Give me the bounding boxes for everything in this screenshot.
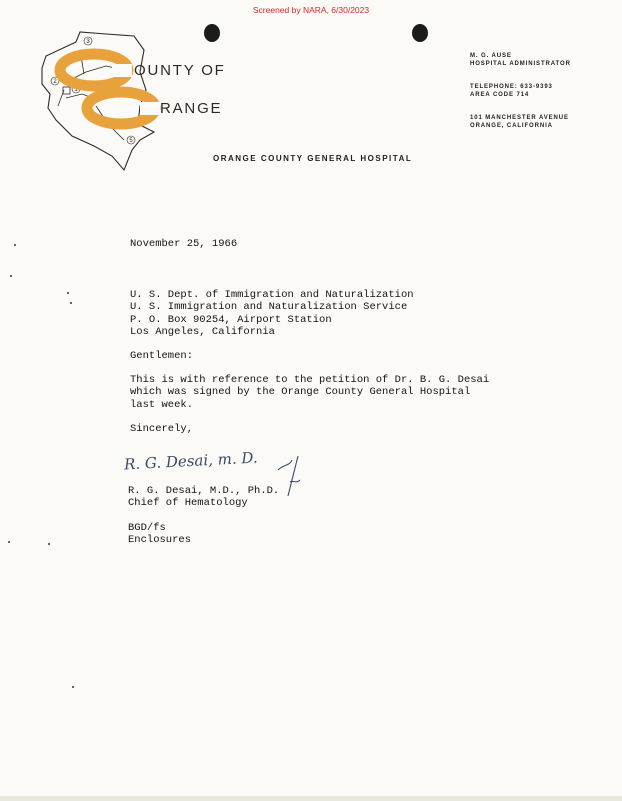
recipient-line: U. S. Dept. of Immigration and Naturalization [130,289,414,301]
district-label-4: 4 [105,82,109,89]
district-label-3: 3 [86,39,90,46]
handwritten-signature: R. G. Desai, m. D. [123,448,259,474]
signer-name: R. G. Desai, M.D., Ph.D. [128,485,280,497]
administrator-title: HOSPITAL ADMINISTRATOR [470,61,571,67]
orange-c-letter-bottom [87,92,160,124]
scan-speck [8,541,10,543]
body-line: which was signed by the Orange County General Hospital [130,386,471,399]
punch-hole-right [412,24,428,42]
county-map-logo [36,28,266,174]
signer-title: Chief of Hematology [128,497,248,510]
scan-speck [67,292,69,294]
district-label-1: 1 [74,87,78,94]
scan-speck [72,686,74,688]
scan-speck [70,302,72,304]
salutation: Gentlemen: [130,350,194,362]
scan-speck [10,275,12,277]
scan-speck [48,543,50,545]
address-line-1: 101 MANCHESTER AVENUE [470,115,569,121]
hospital-name: ORANGE COUNTY GENERAL HOSPITAL [213,154,413,163]
body-line: last week. [130,398,194,411]
address-line-2: ORANGE, CALIFORNIA [470,123,553,129]
typist-initials: BGD/fs [128,522,166,534]
enclosures: Enclosures [128,534,192,547]
district-label-5: 5 [129,138,133,145]
recipient-line: P. O. Box 90254, Airport Station [130,313,332,326]
administrator-name: M. G. AUSE [470,53,512,59]
recipient-line: Los Angeles, California [130,326,275,339]
closing: Sincerely, [130,423,194,435]
orange-c-letter-top [60,54,132,89]
telephone: TELEPHONE: 633-9393 [470,84,553,90]
logo-word-orange: RANGE [160,100,223,117]
recipient-line: U. S. Immigration and Naturalization Service [130,301,408,314]
scan-bottom-edge [0,796,622,801]
logo-word-county-of: OUNTY OF [134,62,226,79]
screening-stamp: Screened by NARA, 6/30/2023 [252,5,370,15]
body-line: This is with reference to the petition of Dr. B. G. Desai [130,374,490,386]
signature-flourish [276,452,310,498]
district-label-2: 2 [53,79,57,86]
scan-speck [14,244,16,246]
letter-date: November 25, 1966 [130,238,238,250]
area-code: AREA CODE 714 [470,92,530,98]
